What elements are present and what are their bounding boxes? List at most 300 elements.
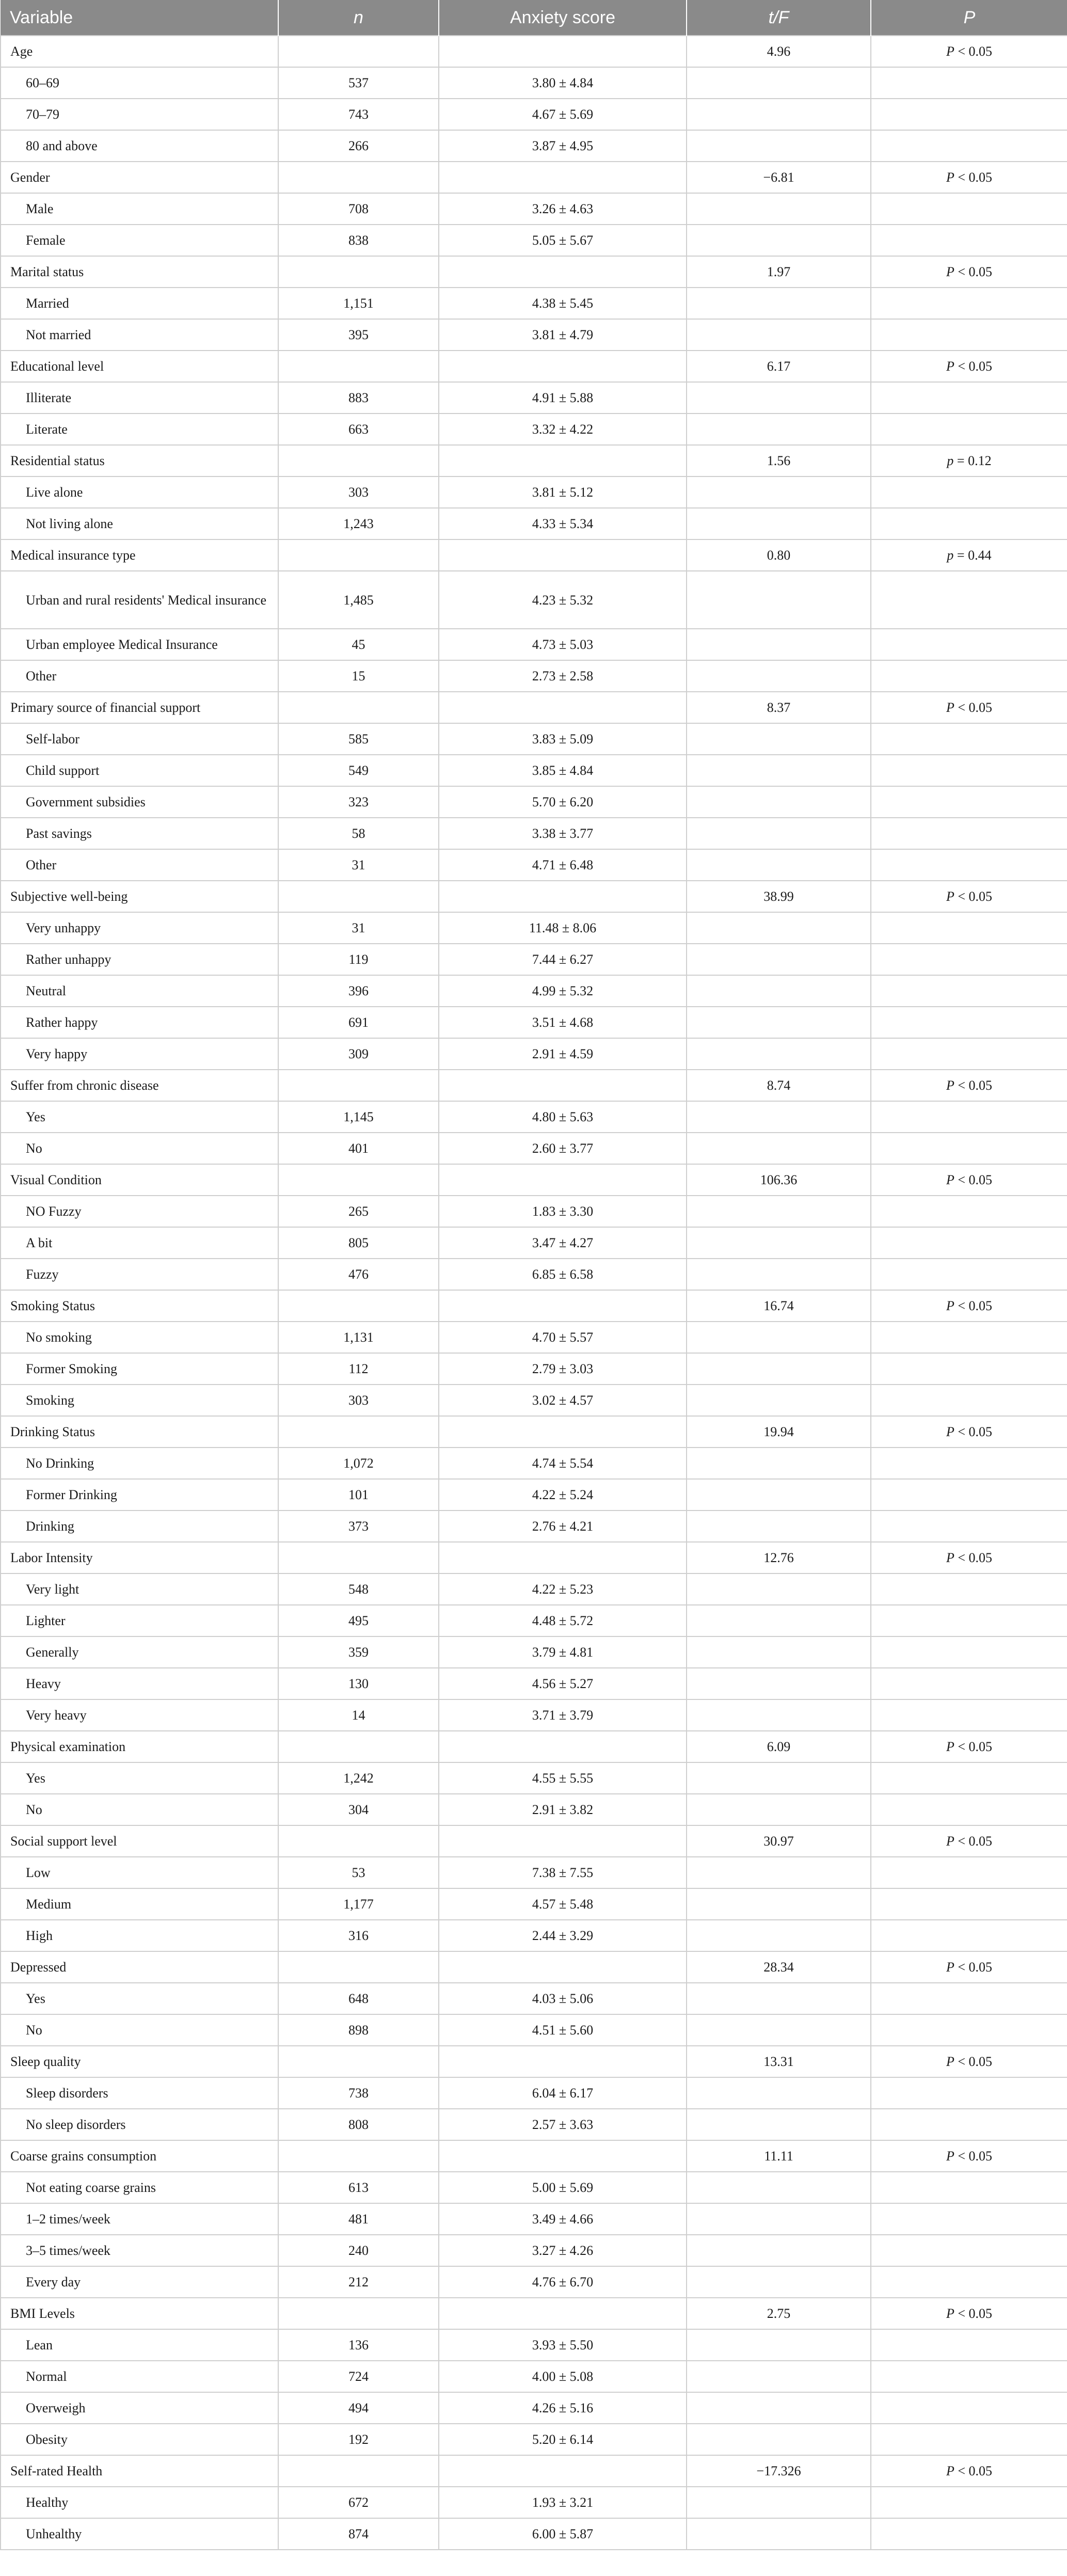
tf-cell-empty [687, 1888, 871, 1920]
tf-cell-empty [687, 975, 871, 1007]
category-label: Child support [1, 755, 278, 786]
variable-name: Age [1, 36, 278, 67]
anxiety-score-value: 5.00 ± 5.69 [439, 2172, 687, 2203]
variable-row [1, 162, 1067, 193]
n-value: 53 [278, 1857, 439, 1888]
variable-name: Marital status [1, 256, 278, 288]
anxiety-score-value: 4.99 ± 5.32 [439, 975, 687, 1007]
p-cell-empty [871, 382, 1067, 414]
p-cell-empty [871, 1385, 1067, 1416]
category-label: Very happy [1, 1038, 278, 1070]
score-cell-empty [439, 692, 687, 723]
category-label: Overweigh [1, 2392, 278, 2424]
p-cell-empty [871, 2424, 1067, 2455]
p-value [871, 1416, 1067, 1448]
n-cell-empty [278, 351, 439, 382]
score-cell-empty [439, 1825, 687, 1857]
n-value: 613 [278, 2172, 439, 2203]
p-cell-empty [871, 1227, 1067, 1259]
p-cell-empty [871, 2266, 1067, 2298]
variable-name: Coarse grains consumption [1, 2140, 278, 2172]
anxiety-score-value: 2.73 ± 2.58 [439, 660, 687, 692]
p-symbol: P [946, 889, 954, 904]
n-value: 648 [278, 1983, 439, 2014]
category-row [1, 414, 1067, 445]
p-cell-empty [871, 2203, 1067, 2235]
anxiety-score-value: 4.70 ± 5.57 [439, 1322, 687, 1353]
n-value: 708 [278, 193, 439, 225]
p-cell-empty [871, 1636, 1067, 1668]
category-label: 80 and above [1, 130, 278, 162]
p-cell-empty [871, 786, 1067, 818]
n-cell-empty [278, 1825, 439, 1857]
category-label: No smoking [1, 1322, 278, 1353]
category-row [1, 2235, 1067, 2266]
category-label: 3–5 times/week [1, 2235, 278, 2266]
score-cell-empty [439, 881, 687, 912]
p-cell-empty [871, 130, 1067, 162]
variable-name: Visual Condition [1, 1164, 278, 1196]
category-label: Yes [1, 1983, 278, 2014]
p-value [871, 692, 1067, 723]
p-comparison: < 0.05 [954, 1550, 993, 1565]
n-value: 805 [278, 1227, 439, 1259]
category-row [1, 193, 1067, 225]
tf-cell-empty [687, 818, 871, 849]
tf-cell-empty [687, 99, 871, 130]
anxiety-score-value: 4.67 ± 5.69 [439, 99, 687, 130]
category-row [1, 2077, 1067, 2109]
p-value [871, 2455, 1067, 2487]
p-cell-empty [871, 571, 1067, 629]
tf-cell-empty [687, 1227, 871, 1259]
tf-cell-empty [687, 67, 871, 99]
anxiety-score-value: 5.20 ± 6.14 [439, 2424, 687, 2455]
tf-cell-empty [687, 1353, 871, 1385]
category-label: Unhealthy [1, 2518, 278, 2550]
category-row [1, 1259, 1067, 1290]
variable-name: Social support level [1, 1825, 278, 1857]
anxiety-score-value: 5.05 ± 5.67 [439, 225, 687, 256]
n-value: 1,485 [278, 571, 439, 629]
anxiety-score-value: 4.74 ± 5.54 [439, 1448, 687, 1479]
p-cell-empty [871, 1007, 1067, 1038]
p-value [871, 1825, 1067, 1857]
category-row [1, 1573, 1067, 1605]
anxiety-score-value: 6.85 ± 6.58 [439, 1259, 687, 1290]
tf-value: −17.326 [687, 2455, 871, 2487]
n-value: 495 [278, 1605, 439, 1636]
category-row [1, 1762, 1067, 1794]
p-symbol: p [947, 548, 954, 563]
category-label: Literate [1, 414, 278, 445]
n-cell-empty [278, 2298, 439, 2329]
p-cell-empty [871, 476, 1067, 508]
category-row [1, 508, 1067, 539]
n-cell-empty [278, 1731, 439, 1762]
n-value: 537 [278, 67, 439, 99]
variable-row [1, 36, 1067, 67]
n-cell-empty [278, 2455, 439, 2487]
category-row [1, 99, 1067, 130]
tf-cell-empty [687, 2487, 871, 2518]
tf-value: 8.37 [687, 692, 871, 723]
n-value: 130 [278, 1668, 439, 1699]
tf-value: −6.81 [687, 162, 871, 193]
p-symbol: P [946, 1834, 954, 1849]
p-cell-empty [871, 629, 1067, 660]
header-anxiety-score: Anxiety score [439, 0, 687, 36]
p-comparison: = 0.44 [953, 548, 992, 563]
category-row [1, 2172, 1067, 2203]
anxiety-score-value: 11.48 ± 8.06 [439, 912, 687, 944]
anxiety-score-value: 4.73 ± 5.03 [439, 629, 687, 660]
p-cell-empty [871, 2077, 1067, 2109]
anxiety-score-value: 2.60 ± 3.77 [439, 1133, 687, 1164]
anxiety-score-value: 4.76 ± 6.70 [439, 2266, 687, 2298]
p-cell-empty [871, 1322, 1067, 1353]
p-comparison: < 0.05 [954, 359, 993, 374]
n-value: 395 [278, 319, 439, 351]
anxiety-score-value: 4.56 ± 5.27 [439, 1668, 687, 1699]
p-value [871, 36, 1067, 67]
p-cell-empty [871, 723, 1067, 755]
category-label: Other [1, 849, 278, 881]
category-row [1, 2014, 1067, 2046]
tf-cell-empty [687, 1101, 871, 1133]
score-cell-empty [439, 1542, 687, 1573]
tf-cell-empty [687, 1007, 871, 1038]
p-cell-empty [871, 319, 1067, 351]
category-row [1, 1448, 1067, 1479]
n-value: 401 [278, 1133, 439, 1164]
tf-value: 13.31 [687, 2046, 871, 2077]
anxiety-score-value: 4.23 ± 5.32 [439, 571, 687, 629]
p-cell-empty [871, 2109, 1067, 2140]
p-symbol: P [946, 1424, 954, 1439]
tf-cell-empty [687, 319, 871, 351]
p-symbol: P [946, 2306, 954, 2321]
n-value: 585 [278, 723, 439, 755]
p-cell-empty [871, 99, 1067, 130]
p-cell-empty [871, 2487, 1067, 2518]
tf-cell-empty [687, 786, 871, 818]
anxiety-score-value: 3.71 ± 3.79 [439, 1699, 687, 1731]
category-row [1, 1479, 1067, 1510]
anxiety-score-value: 4.57 ± 5.48 [439, 1888, 687, 1920]
n-cell-empty [278, 1951, 439, 1983]
tf-cell-empty [687, 2109, 871, 2140]
category-label: Rather happy [1, 1007, 278, 1038]
p-cell-empty [871, 1920, 1067, 1951]
variable-name: Subjective well-being [1, 881, 278, 912]
anxiety-score-value: 1.93 ± 3.21 [439, 2487, 687, 2518]
category-row [1, 723, 1067, 755]
tf-cell-empty [687, 1699, 871, 1731]
tf-cell-empty [687, 1038, 871, 1070]
variable-name: Smoking Status [1, 1290, 278, 1322]
n-value: 548 [278, 1573, 439, 1605]
n-value: 316 [278, 1920, 439, 1951]
score-cell-empty [439, 1416, 687, 1448]
category-row [1, 1133, 1067, 1164]
tf-value: 11.11 [687, 2140, 871, 2172]
tf-cell-empty [687, 1794, 871, 1825]
category-row [1, 2203, 1067, 2235]
variable-row [1, 2140, 1067, 2172]
n-value: 212 [278, 2266, 439, 2298]
variable-row [1, 881, 1067, 912]
variable-name: Depressed [1, 1951, 278, 1983]
tf-value: 8.74 [687, 1070, 871, 1101]
tf-cell-empty [687, 414, 871, 445]
anxiety-score-value: 3.49 ± 4.66 [439, 2203, 687, 2235]
variable-name: Residential status [1, 445, 278, 476]
p-symbol: P [946, 700, 954, 715]
category-label: Every day [1, 2266, 278, 2298]
n-value: 883 [278, 382, 439, 414]
category-label: Self-labor [1, 723, 278, 755]
p-cell-empty [871, 2329, 1067, 2361]
tf-cell-empty [687, 2361, 871, 2392]
n-value: 1,177 [278, 1888, 439, 1920]
p-cell-empty [871, 1794, 1067, 1825]
category-row [1, 1510, 1067, 1542]
score-cell-empty [439, 351, 687, 382]
anxiety-score-value: 4.80 ± 5.63 [439, 1101, 687, 1133]
tf-cell-empty [687, 2203, 871, 2235]
p-cell-empty [871, 660, 1067, 692]
p-comparison: < 0.05 [954, 1424, 993, 1439]
tf-value: 4.96 [687, 36, 871, 67]
category-label: Other [1, 660, 278, 692]
category-row [1, 2109, 1067, 2140]
p-cell-empty [871, 1448, 1067, 1479]
category-row [1, 2487, 1067, 2518]
category-row [1, 2424, 1067, 2455]
p-comparison: < 0.05 [954, 1739, 993, 1754]
anxiety-score-value: 3.81 ± 4.79 [439, 319, 687, 351]
tf-value: 0.80 [687, 539, 871, 571]
p-value [871, 2046, 1067, 2077]
tf-cell-empty [687, 1479, 871, 1510]
tf-cell-empty [687, 944, 871, 975]
tf-cell-empty [687, 1133, 871, 1164]
category-row [1, 1699, 1067, 1731]
p-cell-empty [871, 1762, 1067, 1794]
n-value: 1,243 [278, 508, 439, 539]
anxiety-score-value: 2.91 ± 3.82 [439, 1794, 687, 1825]
p-cell-empty [871, 1699, 1067, 1731]
p-cell-empty [871, 849, 1067, 881]
n-value: 373 [278, 1510, 439, 1542]
variable-row [1, 1164, 1067, 1196]
p-value [871, 1164, 1067, 1196]
anxiety-score-value: 4.33 ± 5.34 [439, 508, 687, 539]
n-cell-empty [278, 2046, 439, 2077]
category-label: No [1, 2014, 278, 2046]
p-comparison: < 0.05 [954, 2306, 993, 2321]
n-cell-empty [278, 256, 439, 288]
category-label: Male [1, 193, 278, 225]
p-symbol: P [946, 1172, 954, 1187]
p-cell-empty [871, 1983, 1067, 2014]
p-cell-empty [871, 288, 1067, 319]
anxiety-score-value: 3.81 ± 5.12 [439, 476, 687, 508]
n-value: 323 [278, 786, 439, 818]
score-cell-empty [439, 1164, 687, 1196]
variable-row [1, 2298, 1067, 2329]
score-cell-empty [439, 1070, 687, 1101]
score-cell-empty [439, 162, 687, 193]
tf-cell-empty [687, 1385, 871, 1416]
header-t-f: t/F [687, 0, 871, 36]
category-row [1, 2266, 1067, 2298]
p-symbol: P [946, 170, 954, 185]
p-symbol: p [947, 453, 954, 468]
anxiety-score-value: 4.48 ± 5.72 [439, 1605, 687, 1636]
tf-cell-empty [687, 723, 871, 755]
anxiety-score-value: 6.04 ± 6.17 [439, 2077, 687, 2109]
tf-value: 30.97 [687, 1825, 871, 1857]
n-cell-empty [278, 1070, 439, 1101]
n-value: 101 [278, 1479, 439, 1510]
tf-cell-empty [687, 1668, 871, 1699]
category-label: Smoking [1, 1385, 278, 1416]
p-comparison: < 0.05 [954, 889, 993, 904]
n-value: 31 [278, 849, 439, 881]
category-row [1, 2518, 1067, 2550]
category-row [1, 1353, 1067, 1385]
n-value: 303 [278, 476, 439, 508]
category-row [1, 476, 1067, 508]
tf-cell-empty [687, 476, 871, 508]
n-value: 266 [278, 130, 439, 162]
n-value: 1,072 [278, 1448, 439, 1479]
category-row [1, 130, 1067, 162]
category-row [1, 1668, 1067, 1699]
score-cell-empty [439, 2298, 687, 2329]
tf-cell-empty [687, 225, 871, 256]
variable-name: BMI Levels [1, 2298, 278, 2329]
category-label: NO Fuzzy [1, 1196, 278, 1227]
anxiety-score-value: 4.03 ± 5.06 [439, 1983, 687, 2014]
variable-name: Gender [1, 162, 278, 193]
tf-cell-empty [687, 508, 871, 539]
p-value [871, 2140, 1067, 2172]
anxiety-score-value: 5.70 ± 6.20 [439, 786, 687, 818]
category-label: 70–79 [1, 99, 278, 130]
n-value: 240 [278, 2235, 439, 2266]
p-cell-empty [871, 1479, 1067, 1510]
score-cell-empty [439, 1951, 687, 1983]
p-value [871, 445, 1067, 476]
tf-value: 6.09 [687, 1731, 871, 1762]
category-label: Urban employee Medical Insurance [1, 629, 278, 660]
tf-value: 19.94 [687, 1416, 871, 1448]
category-label: 60–69 [1, 67, 278, 99]
n-value: 874 [278, 2518, 439, 2550]
n-value: 31 [278, 912, 439, 944]
category-row [1, 629, 1067, 660]
table-body [1, 36, 1067, 2550]
p-cell-empty [871, 1857, 1067, 1888]
category-label: Generally [1, 1636, 278, 1668]
p-symbol: P [946, 1960, 954, 1975]
category-row [1, 382, 1067, 414]
tf-cell-empty [687, 2266, 871, 2298]
n-value: 1,151 [278, 288, 439, 319]
category-label: Healthy [1, 2487, 278, 2518]
category-row [1, 912, 1067, 944]
category-label: High [1, 1920, 278, 1951]
p-comparison: < 0.05 [954, 1834, 993, 1849]
category-label: Rather unhappy [1, 944, 278, 975]
category-label: No [1, 1794, 278, 1825]
p-cell-empty [871, 1101, 1067, 1133]
category-row [1, 1794, 1067, 1825]
category-label: Government subsidies [1, 786, 278, 818]
variable-row [1, 692, 1067, 723]
n-value: 1,131 [278, 1322, 439, 1353]
p-value [871, 1731, 1067, 1762]
p-value [871, 351, 1067, 382]
category-row [1, 660, 1067, 692]
category-label: 1–2 times/week [1, 2203, 278, 2235]
anxiety-score-value: 3.51 ± 4.68 [439, 1007, 687, 1038]
score-cell-empty [439, 2140, 687, 2172]
n-value: 1,145 [278, 1101, 439, 1133]
anxiety-score-value: 4.91 ± 5.88 [439, 382, 687, 414]
category-row [1, 1101, 1067, 1133]
n-value: 838 [278, 225, 439, 256]
category-row [1, 1983, 1067, 2014]
p-cell-empty [871, 2361, 1067, 2392]
category-row [1, 1636, 1067, 1668]
p-comparison: < 0.05 [954, 2463, 993, 2478]
anxiety-score-value: 3.38 ± 3.77 [439, 818, 687, 849]
anxiety-score-value: 2.91 ± 4.59 [439, 1038, 687, 1070]
anxiety-score-value: 7.38 ± 7.55 [439, 1857, 687, 1888]
category-row [1, 1322, 1067, 1353]
anxiety-score-value: 4.51 ± 5.60 [439, 2014, 687, 2046]
category-label: Not living alone [1, 508, 278, 539]
anxiety-score-value: 3.27 ± 4.26 [439, 2235, 687, 2266]
p-symbol: P [946, 44, 954, 59]
tf-value: 28.34 [687, 1951, 871, 1983]
tf-cell-empty [687, 2077, 871, 2109]
p-comparison: < 0.05 [954, 2149, 993, 2164]
score-cell-empty [439, 36, 687, 67]
category-row [1, 1227, 1067, 1259]
category-row [1, 1920, 1067, 1951]
category-label: Urban and rural residents' Medical insurance [1, 571, 278, 629]
p-cell-empty [871, 2518, 1067, 2550]
p-cell-empty [871, 1133, 1067, 1164]
variable-row [1, 2455, 1067, 2487]
category-row [1, 1038, 1067, 1070]
tf-cell-empty [687, 1573, 871, 1605]
n-value: 481 [278, 2203, 439, 2235]
category-label: Heavy [1, 1668, 278, 1699]
n-cell-empty [278, 1290, 439, 1322]
anxiety-score-value: 3.80 ± 4.84 [439, 67, 687, 99]
p-cell-empty [871, 1605, 1067, 1636]
n-value: 14 [278, 1699, 439, 1731]
score-cell-empty [439, 2455, 687, 2487]
anxiety-score-value: 3.47 ± 4.27 [439, 1227, 687, 1259]
n-cell-empty [278, 539, 439, 571]
